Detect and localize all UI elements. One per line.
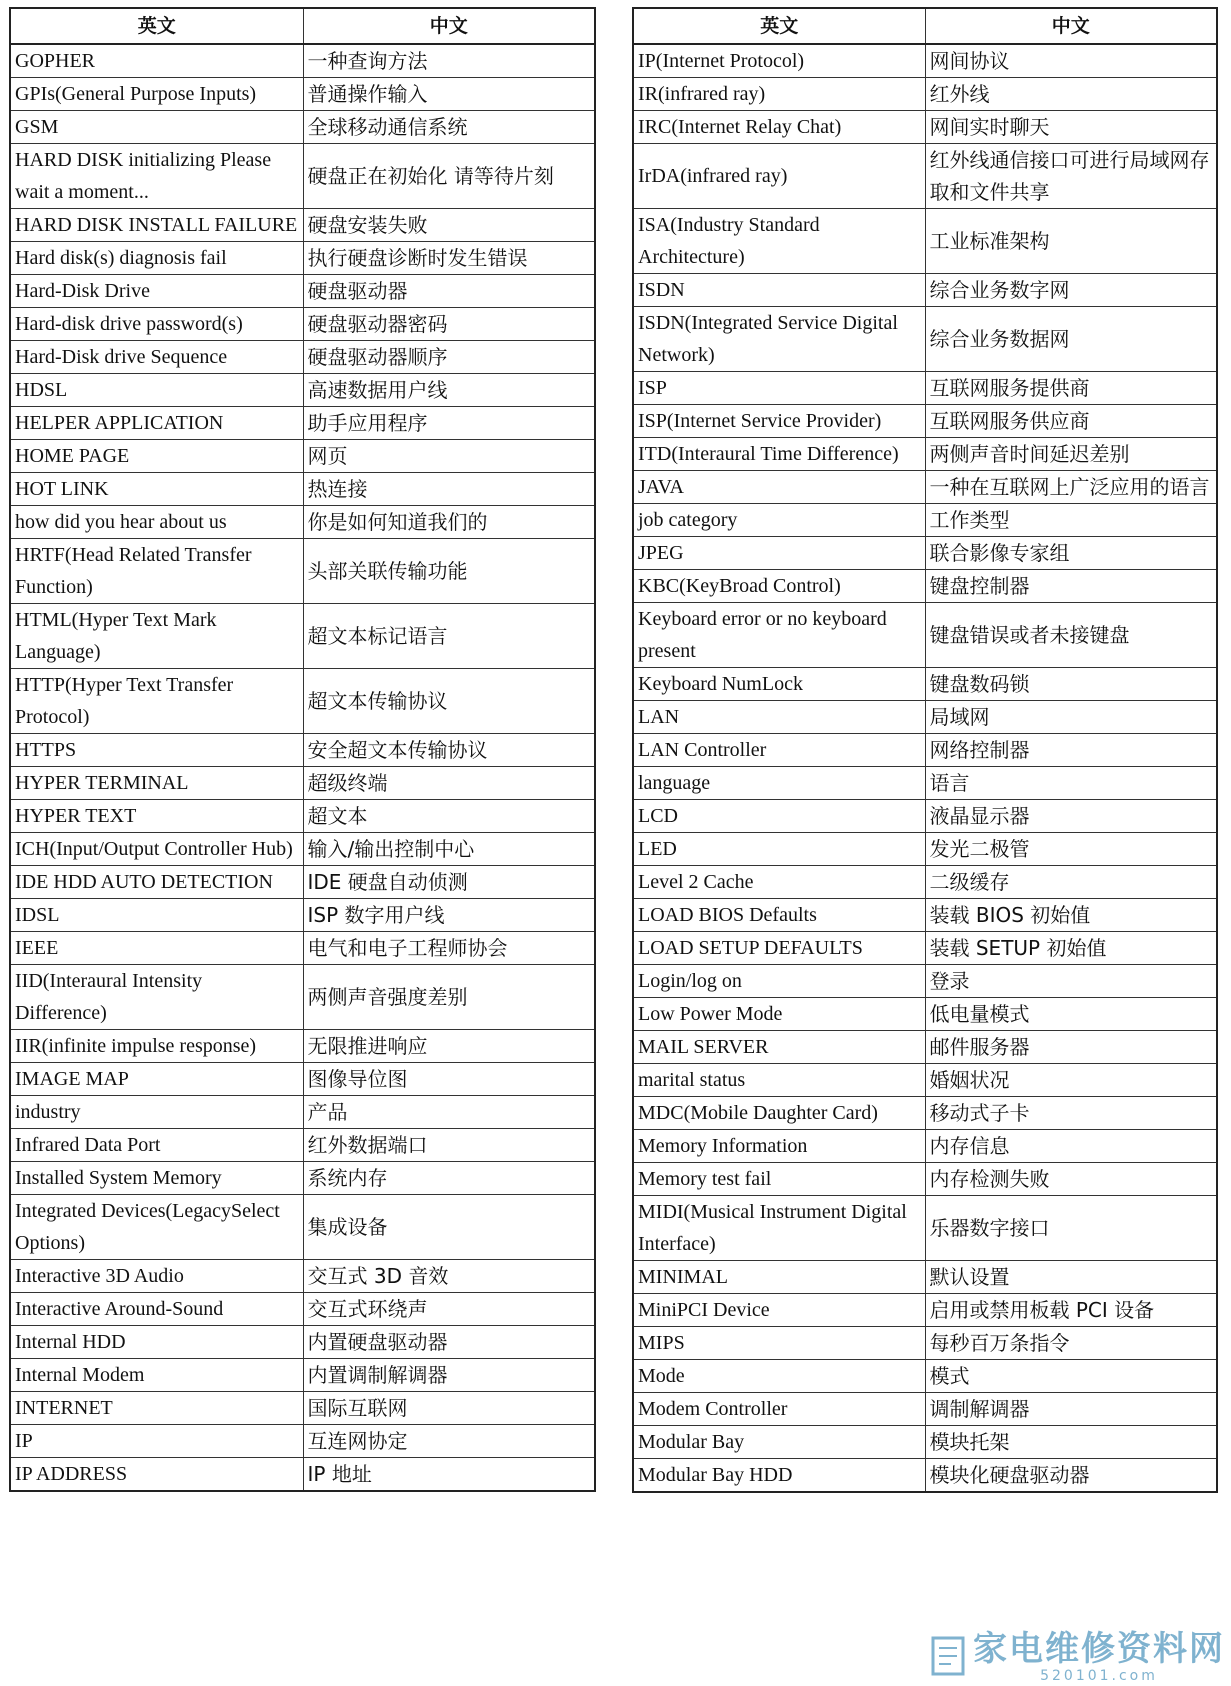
term-chinese: 模式 xyxy=(925,1360,1217,1393)
term-chinese: 默认设置 xyxy=(925,1261,1217,1294)
term-chinese: 超文本标记语言 xyxy=(303,604,595,669)
term-chinese: 每秒百万条指令 xyxy=(925,1327,1217,1360)
table-row xyxy=(10,1293,595,1326)
table-row xyxy=(633,1031,1217,1064)
term-english: Hard disk(s) diagnosis fail xyxy=(10,242,303,275)
table-row xyxy=(633,1294,1217,1327)
term-english: Infrared Data Port xyxy=(10,1129,303,1162)
header-english: 英文 xyxy=(10,8,303,44)
term-english: GPIs(General Purpose Inputs) xyxy=(10,78,303,111)
term-english: IID(Interaural Intensity Difference) xyxy=(10,965,303,1030)
term-english: IIR(infinite impulse response) xyxy=(10,1030,303,1063)
term-chinese: 国际互联网 xyxy=(303,1392,595,1425)
term-chinese: 移动式子卡 xyxy=(925,1097,1217,1130)
table-row xyxy=(10,341,595,374)
term-chinese: 热连接 xyxy=(303,473,595,506)
table-row xyxy=(10,965,595,1030)
term-english: HELPER APPLICATION xyxy=(10,407,303,440)
term-english: LOAD BIOS Defaults xyxy=(633,899,925,932)
term-chinese: 超文本 xyxy=(303,800,595,833)
term-english: Modular Bay xyxy=(633,1426,925,1459)
term-english: ITD(Interaural Time Difference) xyxy=(633,438,925,471)
term-english: MIPS xyxy=(633,1327,925,1360)
term-english: job category xyxy=(633,504,925,537)
table-row xyxy=(633,701,1217,734)
term-english: HOT LINK xyxy=(10,473,303,506)
term-chinese: 二级缓存 xyxy=(925,866,1217,899)
term-english: Memory Information xyxy=(633,1130,925,1163)
term-english: Installed System Memory xyxy=(10,1162,303,1195)
term-english: ICH(Input/Output Controller Hub) xyxy=(10,833,303,866)
table-row xyxy=(10,275,595,308)
term-english: Hard-Disk Drive xyxy=(10,275,303,308)
table-row xyxy=(10,1030,595,1063)
term-chinese: IP 地址 xyxy=(303,1458,595,1492)
watermark-title: 家电维修资料网 xyxy=(973,1629,1225,1669)
table-row xyxy=(633,1097,1217,1130)
table-row xyxy=(633,144,1217,209)
term-english: LCD xyxy=(633,800,925,833)
term-english: HTML(Hyper Text Mark Language) xyxy=(10,604,303,669)
term-chinese: 互连网协定 xyxy=(303,1425,595,1458)
term-chinese: 联合影像专家组 xyxy=(925,537,1217,570)
term-english: how did you hear about us xyxy=(10,506,303,539)
term-english: IDSL xyxy=(10,899,303,932)
term-chinese: 婚姻状况 xyxy=(925,1064,1217,1097)
term-english: GSM xyxy=(10,111,303,144)
term-english: INTERNET xyxy=(10,1392,303,1425)
term-chinese: 内存检测失败 xyxy=(925,1163,1217,1196)
term-chinese: 红外线 xyxy=(925,78,1217,111)
term-english: IP xyxy=(10,1425,303,1458)
term-english: Interactive Around-Sound xyxy=(10,1293,303,1326)
term-chinese: 键盘控制器 xyxy=(925,570,1217,603)
glossary-table-right xyxy=(632,7,1218,1493)
term-english: HYPER TERMINAL xyxy=(10,767,303,800)
term-chinese: 启用或禁用板载 PCI 设备 xyxy=(925,1294,1217,1327)
table-row xyxy=(10,1129,595,1162)
term-chinese: 交互式 3D 音效 xyxy=(303,1260,595,1293)
term-chinese: 内置调制解调器 xyxy=(303,1359,595,1392)
term-english: MAIL SERVER xyxy=(633,1031,925,1064)
term-english: IR(infrared ray) xyxy=(633,78,925,111)
header-chinese: 中文 xyxy=(303,8,595,44)
term-english: HTTP(Hyper Text Transfer Protocol) xyxy=(10,669,303,734)
table-row xyxy=(10,1458,595,1492)
term-english: LAN Controller xyxy=(633,734,925,767)
term-english: HRTF(Head Related Transfer Function) xyxy=(10,539,303,604)
term-english: Keyboard NumLock xyxy=(633,668,925,701)
term-english: IP(Internet Protocol) xyxy=(633,44,925,78)
term-english: LED xyxy=(633,833,925,866)
term-chinese: 红外数据端口 xyxy=(303,1129,595,1162)
table-row xyxy=(10,78,595,111)
table-row xyxy=(633,405,1217,438)
term-chinese: 工作类型 xyxy=(925,504,1217,537)
term-chinese: 硬盘驱动器顺序 xyxy=(303,341,595,374)
term-chinese: 内置硬盘驱动器 xyxy=(303,1326,595,1359)
table-row xyxy=(10,899,595,932)
table-row xyxy=(633,1327,1217,1360)
term-english: HOME PAGE xyxy=(10,440,303,473)
term-english: HYPER TEXT xyxy=(10,800,303,833)
term-english: HTTPS xyxy=(10,734,303,767)
term-chinese: 硬盘驱动器密码 xyxy=(303,308,595,341)
term-chinese: 发光二极管 xyxy=(925,833,1217,866)
term-chinese: 工业标准架构 xyxy=(925,209,1217,274)
table-row xyxy=(10,1359,595,1392)
term-english: Internal Modem xyxy=(10,1359,303,1392)
term-english: HDSL xyxy=(10,374,303,407)
term-chinese: 综合业务数据网 xyxy=(925,307,1217,372)
table-row xyxy=(633,668,1217,701)
term-chinese: 两侧声音强度差别 xyxy=(303,965,595,1030)
term-chinese: 装载 BIOS 初始值 xyxy=(925,899,1217,932)
term-english: ISP xyxy=(633,372,925,405)
term-chinese: 一种在互联网上广泛应用的语言 xyxy=(925,471,1217,504)
term-chinese: ISP 数字用户线 xyxy=(303,899,595,932)
table-row xyxy=(10,374,595,407)
term-chinese: 输入/输出控制中心 xyxy=(303,833,595,866)
term-english: ISA(Industry Standard Architecture) xyxy=(633,209,925,274)
term-english: Mode xyxy=(633,1360,925,1393)
table-row xyxy=(10,539,595,604)
table-row xyxy=(633,372,1217,405)
table-row xyxy=(10,1063,595,1096)
table-row xyxy=(633,209,1217,274)
term-english: JAVA xyxy=(633,471,925,504)
term-english: KBC(KeyBroad Control) xyxy=(633,570,925,603)
term-chinese: 网间实时聊天 xyxy=(925,111,1217,144)
header-chinese: 中文 xyxy=(925,8,1217,44)
term-chinese: 超文本传输协议 xyxy=(303,669,595,734)
table-row xyxy=(633,965,1217,998)
term-chinese: 登录 xyxy=(925,965,1217,998)
table-row xyxy=(10,604,595,669)
term-english: IEEE xyxy=(10,932,303,965)
table-row xyxy=(633,1459,1217,1493)
table-row xyxy=(633,767,1217,800)
table-row xyxy=(633,1163,1217,1196)
term-chinese: 乐器数字接口 xyxy=(925,1196,1217,1261)
term-english: ISDN xyxy=(633,274,925,307)
table-row xyxy=(633,44,1217,78)
table-row xyxy=(633,1360,1217,1393)
term-english: Hard-Disk drive Sequence xyxy=(10,341,303,374)
term-chinese: 红外线通信接口可进行局域网存取和文件共享 xyxy=(925,144,1217,209)
table-row xyxy=(10,308,595,341)
term-chinese: 助手应用程序 xyxy=(303,407,595,440)
table-row xyxy=(10,506,595,539)
term-chinese: 图像导位图 xyxy=(303,1063,595,1096)
table-row xyxy=(633,438,1217,471)
term-chinese: 液晶显示器 xyxy=(925,800,1217,833)
term-chinese: 低电量模式 xyxy=(925,998,1217,1031)
term-english: IrDA(infrared ray) xyxy=(633,144,925,209)
table-row xyxy=(10,144,595,209)
term-chinese: 硬盘安装失败 xyxy=(303,209,595,242)
term-chinese: 无限推进响应 xyxy=(303,1030,595,1063)
term-chinese: 全球移动通信系统 xyxy=(303,111,595,144)
term-english: HARD DISK INSTALL FAILURE xyxy=(10,209,303,242)
term-english: ISDN(Integrated Service Digital Network) xyxy=(633,307,925,372)
table-row xyxy=(633,800,1217,833)
term-chinese: 键盘数码锁 xyxy=(925,668,1217,701)
term-english: IDE HDD AUTO DETECTION xyxy=(10,866,303,899)
table-row xyxy=(10,111,595,144)
glossary-table-left xyxy=(9,7,596,1492)
term-chinese: 交互式环绕声 xyxy=(303,1293,595,1326)
table-row xyxy=(633,1261,1217,1294)
table-row xyxy=(10,1195,595,1260)
term-chinese: 执行硬盘诊断时发生错误 xyxy=(303,242,595,275)
term-english: MiniPCI Device xyxy=(633,1294,925,1327)
term-english: IP ADDRESS xyxy=(10,1458,303,1492)
term-chinese: 安全超文本传输协议 xyxy=(303,734,595,767)
term-english: MIDI(Musical Instrument Digital Interface) xyxy=(633,1196,925,1261)
term-english: Level 2 Cache xyxy=(633,866,925,899)
term-chinese: 调制解调器 xyxy=(925,1393,1217,1426)
table-row xyxy=(10,242,595,275)
term-english: MINIMAL xyxy=(633,1261,925,1294)
term-english: LOAD SETUP DEFAULTS xyxy=(633,932,925,965)
term-chinese: 网页 xyxy=(303,440,595,473)
term-chinese: 网络控制器 xyxy=(925,734,1217,767)
table-row xyxy=(10,1260,595,1293)
term-chinese: 互联网服务提供商 xyxy=(925,372,1217,405)
term-english: MDC(Mobile Daughter Card) xyxy=(633,1097,925,1130)
table-row xyxy=(633,471,1217,504)
table-row xyxy=(633,78,1217,111)
table-row xyxy=(633,932,1217,965)
header-english: 英文 xyxy=(633,8,925,44)
table-row xyxy=(633,274,1217,307)
term-chinese: 系统内存 xyxy=(303,1162,595,1195)
table-row xyxy=(633,899,1217,932)
term-english: JPEG xyxy=(633,537,925,570)
table-row xyxy=(633,504,1217,537)
term-chinese: 你是如何知道我们的 xyxy=(303,506,595,539)
watermark-url: 520101.com xyxy=(1040,1668,1158,1684)
table-row xyxy=(633,734,1217,767)
table-row xyxy=(633,603,1217,668)
term-english: LAN xyxy=(633,701,925,734)
table-row xyxy=(10,767,595,800)
term-english: IRC(Internet Relay Chat) xyxy=(633,111,925,144)
term-english: Interactive 3D Audio xyxy=(10,1260,303,1293)
table-row xyxy=(633,307,1217,372)
term-english: Modular Bay HDD xyxy=(633,1459,925,1493)
term-chinese: 模块托架 xyxy=(925,1426,1217,1459)
header-row xyxy=(633,8,1217,44)
term-english: Hard-disk drive password(s) xyxy=(10,308,303,341)
table-row xyxy=(10,1326,595,1359)
term-chinese: 普通操作输入 xyxy=(303,78,595,111)
table-row xyxy=(10,866,595,899)
term-english: IMAGE MAP xyxy=(10,1063,303,1096)
term-english: GOPHER xyxy=(10,44,303,78)
term-chinese: IDE 硬盘自动侦测 xyxy=(303,866,595,899)
table-row xyxy=(10,833,595,866)
table-row xyxy=(10,1096,595,1129)
table-row xyxy=(633,1130,1217,1163)
term-chinese: 头部关联传输功能 xyxy=(303,539,595,604)
table-row xyxy=(10,932,595,965)
term-chinese: 一种查询方法 xyxy=(303,44,595,78)
term-chinese: 模块化硬盘驱动器 xyxy=(925,1459,1217,1493)
term-chinese: 键盘错误或者未接键盘 xyxy=(925,603,1217,668)
table-row xyxy=(633,1426,1217,1459)
table-row xyxy=(10,669,595,734)
term-english: Low Power Mode xyxy=(633,998,925,1031)
term-english: language xyxy=(633,767,925,800)
table-row xyxy=(10,440,595,473)
table-row xyxy=(10,734,595,767)
table-row xyxy=(10,473,595,506)
table-row xyxy=(10,44,595,78)
table-row xyxy=(633,1064,1217,1097)
table-row xyxy=(633,537,1217,570)
term-english: Keyboard error or no keyboard present xyxy=(633,603,925,668)
term-english: ISP(Internet Service Provider) xyxy=(633,405,925,438)
term-chinese: 装载 SETUP 初始值 xyxy=(925,932,1217,965)
table-row xyxy=(10,407,595,440)
table-row xyxy=(633,866,1217,899)
term-chinese: 内存信息 xyxy=(925,1130,1217,1163)
term-chinese: 超级终端 xyxy=(303,767,595,800)
term-english: marital status xyxy=(633,1064,925,1097)
term-chinese: 电气和电子工程师协会 xyxy=(303,932,595,965)
term-english: Memory test fail xyxy=(633,1163,925,1196)
table-row xyxy=(10,800,595,833)
table-row xyxy=(633,1196,1217,1261)
term-chinese: 互联网服务供应商 xyxy=(925,405,1217,438)
table-row xyxy=(10,1425,595,1458)
term-chinese: 硬盘驱动器 xyxy=(303,275,595,308)
term-english: Modem Controller xyxy=(633,1393,925,1426)
table-row xyxy=(10,209,595,242)
term-english: Login/log on xyxy=(633,965,925,998)
term-english: industry xyxy=(10,1096,303,1129)
table-row xyxy=(633,833,1217,866)
term-chinese: 高速数据用户线 xyxy=(303,374,595,407)
table-row xyxy=(633,1393,1217,1426)
term-chinese: 网间协议 xyxy=(925,44,1217,78)
term-chinese: 两侧声音时间延迟差别 xyxy=(925,438,1217,471)
table-row xyxy=(633,570,1217,603)
term-english: Integrated Devices(LegacySelect Options) xyxy=(10,1195,303,1260)
term-chinese: 邮件服务器 xyxy=(925,1031,1217,1064)
term-chinese: 语言 xyxy=(925,767,1217,800)
table-row xyxy=(633,998,1217,1031)
term-chinese: 产品 xyxy=(303,1096,595,1129)
term-chinese: 集成设备 xyxy=(303,1195,595,1260)
header-row xyxy=(10,8,595,44)
term-english: Internal HDD xyxy=(10,1326,303,1359)
term-chinese: 局域网 xyxy=(925,701,1217,734)
table-row xyxy=(10,1392,595,1425)
term-chinese: 综合业务数字网 xyxy=(925,274,1217,307)
term-english: HARD DISK initializing Please wait a moment... xyxy=(10,144,303,209)
table-row xyxy=(633,111,1217,144)
site-watermark xyxy=(973,1630,1225,1684)
book-logo-icon xyxy=(929,1634,967,1678)
term-chinese: 硬盘正在初始化 请等待片刻 xyxy=(303,144,595,209)
table-row xyxy=(10,1162,595,1195)
